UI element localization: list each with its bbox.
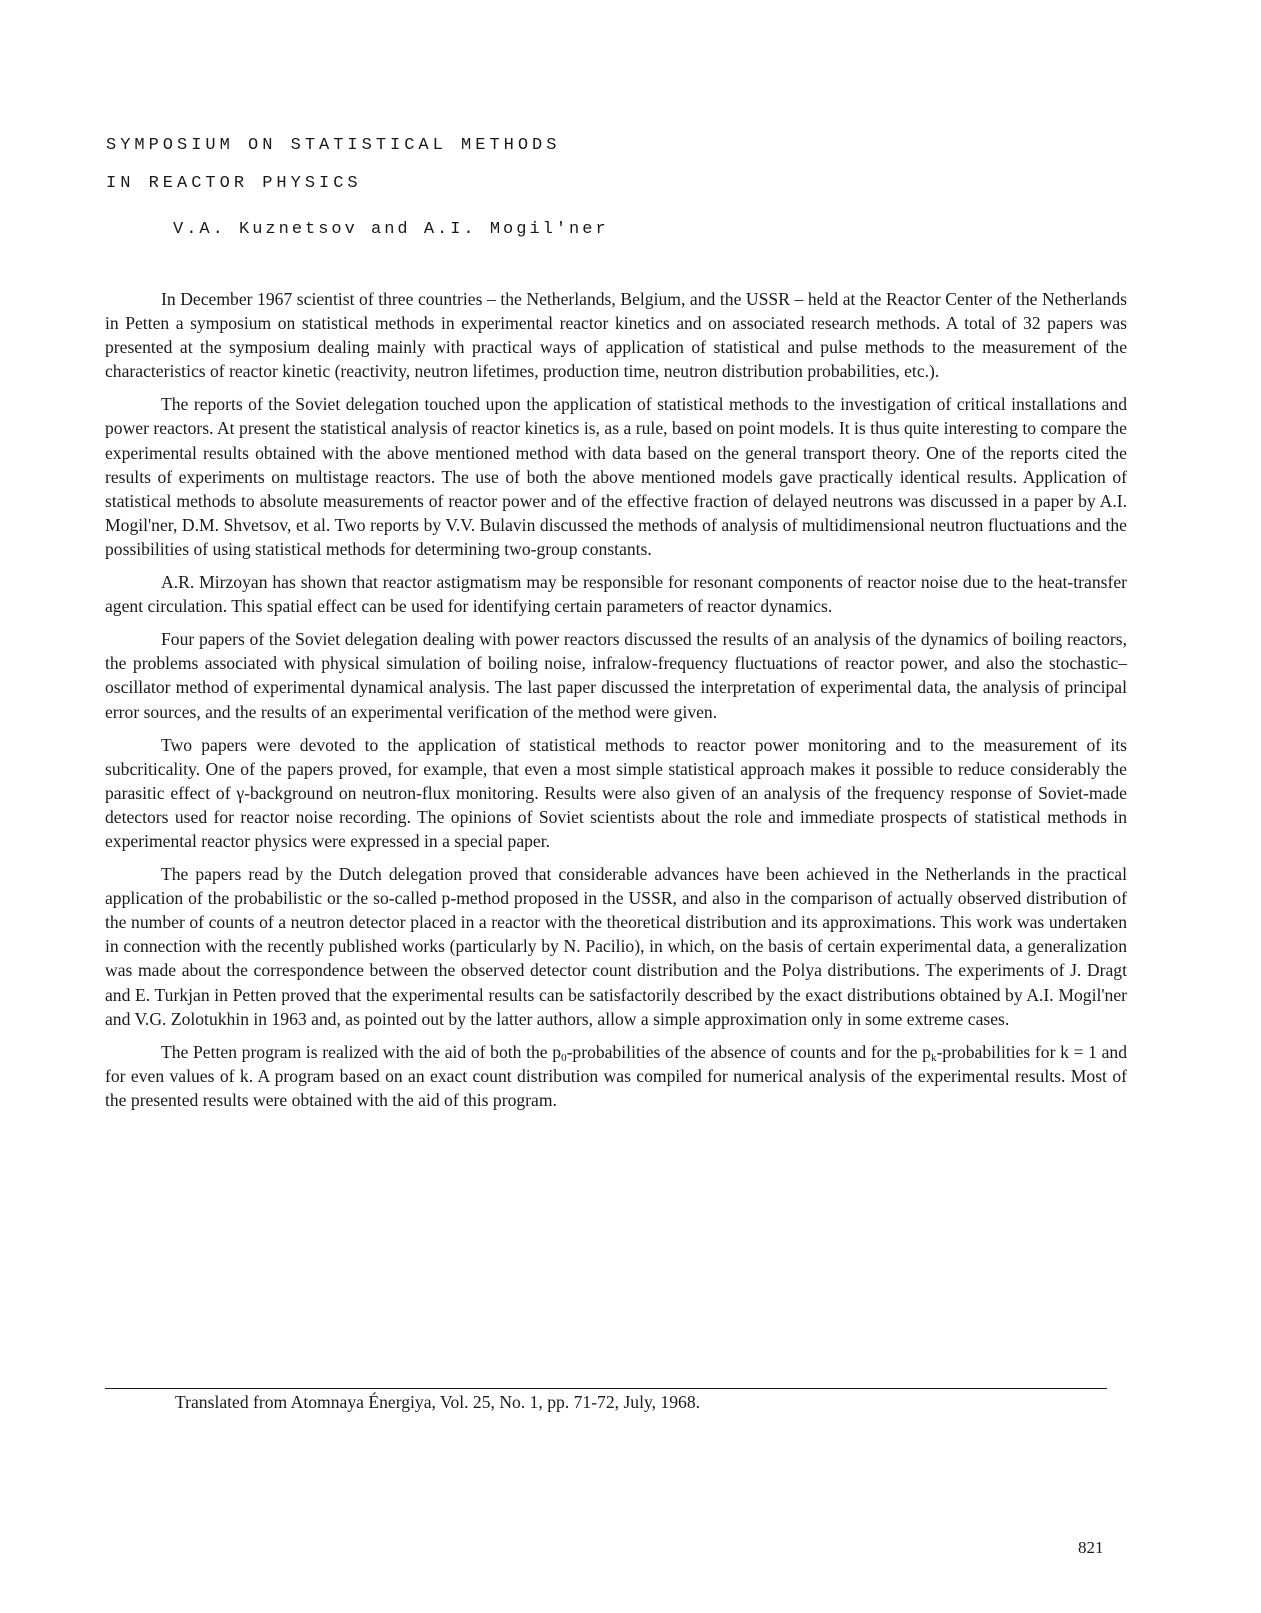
page-number: 821 <box>1078 1538 1104 1557</box>
article-title-line-2: IN REACTOR PHYSICS <box>106 174 362 193</box>
paragraph-7 <box>105 1040 1127 1112</box>
paragraph-6: The papers read by the Dutch delegation proved that considerable advances have been achieved in the Netherlands in the practical application of the probabilistic or the so-called p-method proposed in the USSR, and also in the comparison of actually observed distribution of the number of counts of a neutron detector placed in a reactor with the theoretical distribution and its approximations. This work was undertaken in connection with the recently published works (particularly by N. Pacilio), in which, on the basis of certain experimental data, a generalization was made about the correspondence between the observed detector count distribution and the Polya distributions. The experiments of J. Dragt and E. Turkjan in Petten proved that the experimental results can be satisfactorily described by the exact distributions obtained by A.I. Mogil'ner and V.G. Zolotukhin in 1963 and, as pointed out by the latter authors, allow a simple approximation only in some extreme cases. <box>105 864 1127 1029</box>
paragraph-7-part-2: -probabilities of the absence of counts and for the p <box>566 1041 931 1062</box>
paragraph-5: Two papers were devoted to the application of statistical methods to reactor power monitoring and to the measurement of its subcriticality. One of the papers proved, for example, that even a most simple statistical approach makes it possible to reduce considerably the parasitic effect of γ-background on neutron-flux monitoring. Results were also given of an analysis of the frequency response of Soviet-made detectors used for reactor noise recording. The opinions of Soviet scientists about the role and immediate prospects of statistical methods in experimental reactor physics were expressed in a special paper. <box>105 734 1127 851</box>
article-body <box>105 287 1127 1121</box>
translation-footnote: Translated from Atomnaya Énergiya, Vol. 25, No. 1, pp. 71-72, July, 1968. <box>175 1392 701 1412</box>
subscript-zero: 0 <box>561 1051 567 1064</box>
subscript-k: k <box>930 1051 937 1064</box>
footnote-divider <box>105 1388 1107 1389</box>
article-title-line-1: SYMPOSIUM ON STATISTICAL METHODS <box>106 136 561 155</box>
paragraph-1: In December 1967 scientist of three countries – the Netherlands, Belgium, and the USSR – held at the Reactor Center of the Netherlands in Petten a symposium on statistical methods in experimental reactor kinetics and on associated research methods. A total of 32 papers was presented at the symposium dealing mainly with practical ways of application of statistical and pulse methods to the measurement of the characteristics of reactor kinetic (reactivity, neutron lifetimes, production time, neutron distribution probabilities, etc.). <box>105 289 1127 382</box>
paragraph-7-part-3: -probabilities for k = 1 and for even values of k. A program based on an exact count distribution was compiled for numerical analysis of the experimental results. Most of the presented results were obtained with the aid of this program. <box>105 1041 1127 1110</box>
authors-line: V.A. Kuznetsov and A.I. Mogil'ner <box>173 220 609 239</box>
paragraph-3: A.R. Mirzoyan has shown that reactor astigmatism may be responsible for resonant components of reactor noise due to the heat-transfer agent circulation. This spatial effect can be used for identifying certain parameters of reactor dynamics. <box>105 572 1127 617</box>
paragraph-7-part-1: The Petten program is realized with the aid of both the p <box>161 1041 562 1062</box>
paragraph-2: The reports of the Soviet delegation touched upon the application of statistical methods to the investigation of critical installations and power reactors. At present the statistical analysis of reactor kinetics is, as a rule, based on point models. It is thus quite interesting to compare the experimental results obtained with the above mentioned method with data based on the general transport theory. One of the reports cited the results of experiments on multistage reactors. The use of both the above mentioned models gave practically identical results. Application of statistical methods to absolute measurements of reactor power and of the effective fraction of delayed neutrons was discussed in a paper by A.I. Mogil'ner, D.M. Shvetsov, et al. Two reports by V.V. Bulavin discussed the methods of analysis of multidimensional neutron fluctuations and the possibilities of using statistical methods for determining two-group constants. <box>105 394 1127 559</box>
paragraph-4: Four papers of the Soviet delegation dealing with power reactors discussed the results of an analysis of the dynamics of boiling reactors, the problems associated with physical simulation of boiling noise, infralow-frequency fluctuations of reactor power, and also the stochastic–oscillator method of experimental dynamical analysis. The last paper discussed the interpretation of experimental data, the analysis of principal error sources, and the results of an experimental verification of the method were given. <box>105 629 1127 722</box>
